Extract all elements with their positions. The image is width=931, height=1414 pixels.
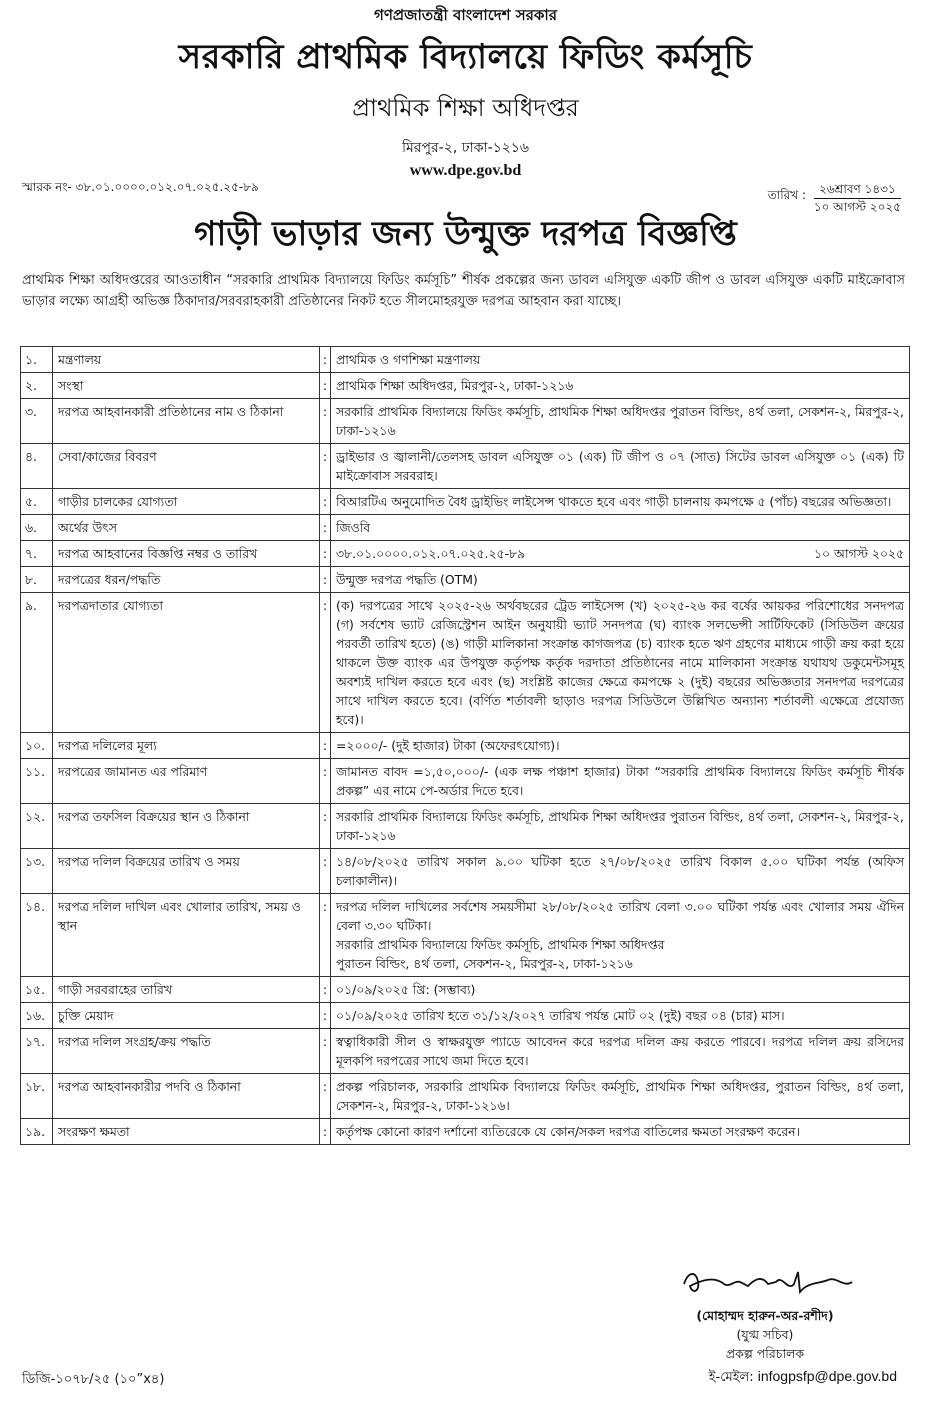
- row-colon: :: [320, 977, 331, 1003]
- row-value-primary: দরপত্র দলিল দাখিলের সর্বশেষ সময়সীমা ২৮/০৮/২০২৫ তারিখ বেলা ৩.০০ ঘটিকা পর্যন্ত এবং খোলার সময় ঐদিন বেলা ৩.৩০ ঘটিকা।: [336, 899, 904, 933]
- row-label: সংস্থা: [53, 373, 320, 399]
- row-serial: ১৫.: [21, 977, 53, 1003]
- row-value: সরকারি প্রাথমিক বিদ্যালয়ে ফিডিং কর্মসূচি, প্রাথমিক শিক্ষা অধিদপ্তর পুরাতন বিল্ডিং, ৪র্থ তলা, সেকশন-২, মিরপুর-২, ঢাকা-১২১৬: [331, 804, 910, 849]
- intro-paragraph: প্রাথমিক শিক্ষা অধিদপ্তরের আওতাধীন “সরকারি প্রাথমিক বিদ্যালয়ে ফিডিং কর্মসূচি” শীর্ষক প্রকল্পের জন্য ডাবল এসিযুক্ত একটি জীপ ও ডাবল এসিযুক্ত একটি মাইক্রোবাস ভাড়ার লক্ষ্যে আগ্রহী অভিজ্ঞ ঠিকাদার/সরবরাহকারী প্রতিষ্ঠানের নিকট হতে সীলমোহরযুক্ত দরপত্র আহবান করা যাচ্ছে।: [22, 273, 905, 309]
- row-colon: :: [320, 1074, 331, 1119]
- tender-details-table: [20, 346, 910, 1145]
- table-row: [21, 373, 910, 399]
- row-label: অর্থের উৎস: [53, 515, 320, 541]
- row-label: দরপত্র দলিল সংগ্রহ/ক্রয় পদ্ধতি: [53, 1029, 320, 1074]
- dg-code: ডিজি-১০৭৮/২৫ (১০”x৪): [22, 1372, 165, 1387]
- row-value: কর্তৃপক্ষ কোনো কারণ দর্শানো ব্যতিরেকে যে কোন/সকল দরপত্র বাতিলের ক্ষমতা সংরক্ষণ করেন।: [331, 1119, 910, 1145]
- table-row: [21, 1029, 910, 1074]
- date-bangla: ২৬শ্রাবণ ১৪৩১: [814, 181, 901, 199]
- row-label: দরপত্র আহবানকারী প্রতিষ্ঠানের নাম ও ঠিকানা: [53, 399, 320, 444]
- notice-title: গাড়ী ভাড়ার জন্য উন্মুক্ত দরপত্র বিজ্ঞপ্তি: [194, 214, 737, 254]
- table-row: [21, 347, 910, 373]
- row-serial: ১৪.: [21, 894, 53, 977]
- row-colon: :: [320, 347, 331, 373]
- row-serial: ৩.: [21, 399, 53, 444]
- table-row: [21, 593, 910, 733]
- row-value: (ক) দরপত্রের সাথে ২০২৫-২৬ অর্থবছরের ট্রেড লাইসেন্স (খ) ২০২৫-২৬ কর বর্ষের আয়কর পরিশোধের সনদপত্র (গ) সর্বশেষ ভ্যাট রেজিস্ট্রেশন আইন অনুযায়ী ভ্যাট সনদপত্র (ঘ) ব্যাংক সলভেন্সী সার্টিফিকেট (সিডিউল ক্রয়ের পরবর্তী তারিখ হতে) (ঙ) গাড়ী মালিকানা সংক্রান্ত কাগজপত্র (চ) ব্যাংক হতে ঋণ গ্রহণের মাধ্যমে গাড়ী ক্রয় করা হয়ে থাকলে উক্ত ব্যাংক এর উপযুক্ত কর্তৃপক্ষ কর্তৃক দরদাতা প্রতিষ্ঠানের নামে মালিকানা সংক্রান্ত যথাযথ ডকুমেন্টসমূহ অবশ্যই দাখিল করতে হবে এবং (ছ) সংশ্লিষ্ট কাজের ক্ষেত্রে কমপক্ষে ২ (দুই) বছরের অভিজ্ঞতার সনদপত্র দরপত্রের সাথে দাখিল করতে হবে। (বর্ণিত শর্তাবলী ছাড়াও দরপত্র সিডিউলে উল্লিখিত অন্যান্য শর্তাবলী এক্ষেত্রে প্রযোজ্য হবে)।: [331, 593, 910, 733]
- row-serial: ৮.: [21, 567, 53, 593]
- row-value: ১৪/০৮/২০২৫ তারিখ সকাল ৯.০০ ঘটিকা হতে ২৭/০৮/২০২৫ তারিখ বিকাল ৫.০০ ঘটিকা পর্যন্ত (অফিস চলাকালীন)।: [331, 849, 910, 894]
- table-row: [21, 399, 910, 444]
- row-value: ০১/০৯/২০২৫ তারিখ হতে ৩১/১২/২০২৭ তারিখ পর্যন্ত মোট ০২ (দুই) বছর ০৪ (চার) মাস।: [331, 1003, 910, 1029]
- table-row: [21, 1119, 910, 1145]
- row-serial: ১.: [21, 347, 53, 373]
- row-serial: ৪.: [21, 444, 53, 489]
- row-serial: ৬.: [21, 515, 53, 541]
- row-serial: ১৩.: [21, 849, 53, 894]
- row-colon: :: [320, 593, 331, 733]
- signer-block: [610, 1306, 920, 1363]
- email-line: [709, 1368, 897, 1389]
- office-address: মিরপুর-২, ঢাকা-১২১৬: [402, 140, 529, 156]
- row-serial: ৯.: [21, 593, 53, 733]
- table-row: [21, 1003, 910, 1029]
- row-serial: ৭.: [21, 541, 53, 567]
- table-row: [21, 977, 910, 1003]
- website-link[interactable]: www.dpe.gov.bd: [409, 162, 522, 179]
- row-colon: :: [320, 541, 331, 567]
- table-row: [21, 567, 910, 593]
- row-colon: :: [320, 733, 331, 759]
- row-label: দরপত্রের জামানত এর পরিমাণ: [53, 759, 320, 804]
- email-label: ই-মেইল:: [708, 1370, 754, 1385]
- row-colon: :: [320, 1119, 331, 1145]
- row-label: সেবা/কাজের বিবরণ: [53, 444, 320, 489]
- table-row: [21, 515, 910, 541]
- table-row: [21, 541, 910, 567]
- row-label: দরপত্র আহবানের বিজ্ঞপ্তি নম্বর ও তারিখ: [53, 541, 320, 567]
- row-serial: ১৭.: [21, 1029, 53, 1074]
- row-colon: :: [320, 759, 331, 804]
- row-label: দরপত্র দলিল দাখিল এবং খোলার তারিখ, সময় ও স্থান: [53, 894, 320, 977]
- row-serial: ৫.: [21, 489, 53, 515]
- table-row: [21, 894, 910, 977]
- signer-name: (মোহাম্মদ হারুন-অর-রশীদ): [696, 1308, 834, 1323]
- row-value: প্রাথমিক ও গণশিক্ষা মন্ত্রণালয়: [331, 347, 910, 373]
- table-row: [21, 489, 910, 515]
- row-value: [331, 894, 910, 977]
- row-serial: ২.: [21, 373, 53, 399]
- row-value-secondary: ১০ আগস্ট ২০২৫: [813, 546, 904, 561]
- row-colon: :: [320, 1003, 331, 1029]
- table-row: [21, 759, 910, 804]
- row-serial: ১৮.: [21, 1074, 53, 1119]
- row-serial: ১৬.: [21, 1003, 53, 1029]
- row-label: সংরক্ষণ ক্ষমতা: [53, 1119, 320, 1145]
- row-value: =২০০০/- (দুই হাজার) টাকা (অফেরৎযোগ্য)।: [331, 733, 910, 759]
- memo-number: স্মারক নং- ৩৮.০১.০০০০.০১২.০৭.০২৫.২৫-৮৯: [22, 180, 259, 194]
- table-row: [21, 733, 910, 759]
- row-colon: :: [320, 894, 331, 977]
- row-colon: :: [320, 489, 331, 515]
- row-value: প্রকল্প পরিচালক, সরকারি প্রাথমিক বিদ্যালয়ে ফিডিং কর্মসূচি, প্রাথমিক শিক্ষা অধিদপ্তর, পুরাতন বিল্ডিং, ৪র্থ তলা, সেকশন-২, মিরপুর-২, ঢাকা-১২১৬।: [331, 1074, 910, 1119]
- table-row: [21, 849, 910, 894]
- table-row: [21, 1074, 910, 1119]
- row-colon: :: [320, 804, 331, 849]
- letterhead: [0, 4, 931, 180]
- row-label: চুক্তি মেয়াদ: [53, 1003, 320, 1029]
- row-value: জামানত বাবদ =১,৫০,০০০/- (এক লক্ষ পঞ্চাশ হাজার) টাকা “সরকারি প্রাথমিক বিদ্যালয়ে ফিডিং কর্মসূচি শীর্ষক প্রকল্প” এর নামে পে-অর্ডার দিতে হবে।: [331, 759, 910, 804]
- date-english: ১০ আগস্ট ২০২৫: [813, 200, 901, 214]
- row-label: গাড়ী সরবরাহের তারিখ: [53, 977, 320, 1003]
- row-label: মন্ত্রণালয়: [53, 347, 320, 373]
- row-value: সরকারি প্রাথমিক বিদ্যালয়ে ফিডিং কর্মসূচি, প্রাথমিক শিক্ষা অধিদপ্তর পুরাতন বিল্ডিং, ৪র্থ তলা, সেকশন-২, মিরপুর-২, ঢাকা-১২১৬: [331, 399, 910, 444]
- row-label: দরপত্রদাতার যোগ্যতা: [53, 593, 320, 733]
- row-serial: ১০.: [21, 733, 53, 759]
- row-value: [331, 541, 910, 567]
- row-label: দরপত্র তফসিল বিক্রয়ের স্থান ও ঠিকানা: [53, 804, 320, 849]
- row-serial: ১২.: [21, 804, 53, 849]
- row-serial: ১৯.: [21, 1119, 53, 1145]
- row-label: দরপত্র আহবানকারীর পদবি ও ঠিকানা: [53, 1074, 320, 1119]
- row-value: জিওবি: [331, 515, 910, 541]
- row-value: উন্মুক্ত দরপত্র পদ্ধতি (OTM): [331, 567, 910, 593]
- government-name: গণপ্রজাতন্ত্রী বাংলাদেশ সরকার: [374, 6, 557, 24]
- row-value-primary: ৩৮.০১.০০০০.০১২.০৭.০২৫.২৫-৮৯: [336, 546, 526, 561]
- date-label: তারিখ :: [767, 188, 806, 202]
- row-value: স্বত্বাধিকারী সীল ও স্বাক্ষরযুক্ত প্যাডে আবেদন করে দরপত্র দলিল ক্রয় করতে পারবে। দরপত্র দলিল ক্রয় রসিদের মূলকপি দরপত্রের সাথে জমা দিতে হবে।: [331, 1029, 910, 1074]
- row-colon: :: [320, 515, 331, 541]
- row-colon: :: [320, 444, 331, 489]
- row-label: গাড়ীর চালকের যোগ্যতা: [53, 489, 320, 515]
- row-colon: :: [320, 373, 331, 399]
- row-value: ০১/০৯/২০২৫ খ্রি: (সম্ভাব্য): [331, 977, 910, 1003]
- table-row: [21, 804, 910, 849]
- signature: [678, 1262, 888, 1302]
- row-label: দরপত্র দলিল বিক্রয়ের তারিখ ও সময়: [53, 849, 320, 894]
- row-value: বিআরটিএ অনুমোদিত বৈধ ড্রাইভিং লাইসেন্স থাকতে হবে এবং গাড়ী চালনায় কমপক্ষে ৫ (পাঁচ) বছরের অভিজ্ঞতা।: [331, 489, 910, 515]
- email-address[interactable]: infogpsfp@dpe.gov.bd: [757, 1368, 897, 1384]
- row-serial: ১১.: [21, 759, 53, 804]
- row-label: দরপত্র দলিলের মূল্য: [53, 733, 320, 759]
- table-row: [21, 444, 910, 489]
- row-value: প্রাথমিক শিক্ষা অধিদপ্তর, মিরপুর-২, ঢাকা-১২১৬: [331, 373, 910, 399]
- row-value-line: পুরাতন বিল্ডিং, ৪র্থ তলা, সেকশন-২, মিরপুর-২, ঢাকা-১২১৬: [336, 956, 633, 971]
- signer-designation: (যুগ্ম সচিব): [736, 1327, 794, 1342]
- signer-role: প্রকল্প পরিচালক: [725, 1346, 805, 1361]
- row-label: দরপত্রের ধরন/পদ্ধতি: [53, 567, 320, 593]
- row-value: ড্রাইভার ও জ্বালানী/তেলসহ ডাবল এসিযুক্ত ০১ (এক) টি জীপ ও ০৭ (সাত) সিটের ডাবল এসিযুক্ত ০১ (এক) টি মাইক্রোবাস সরবরাহ।: [331, 444, 910, 489]
- row-colon: :: [320, 567, 331, 593]
- row-colon: :: [320, 849, 331, 894]
- row-colon: :: [320, 1029, 331, 1074]
- department-name: প্রাথমিক শিক্ষা অধিদপ্তর: [352, 94, 579, 122]
- row-colon: :: [320, 399, 331, 444]
- program-name: সরকারি প্রাথমিক বিদ্যালয়ে ফিডিং কর্মসূচি: [178, 37, 753, 77]
- row-value-line: সরকারি প্রাথমিক বিদ্যালয়ে ফিডিং কর্মসূচি, প্রাথমিক শিক্ষা অধিদপ্তর: [336, 937, 665, 952]
